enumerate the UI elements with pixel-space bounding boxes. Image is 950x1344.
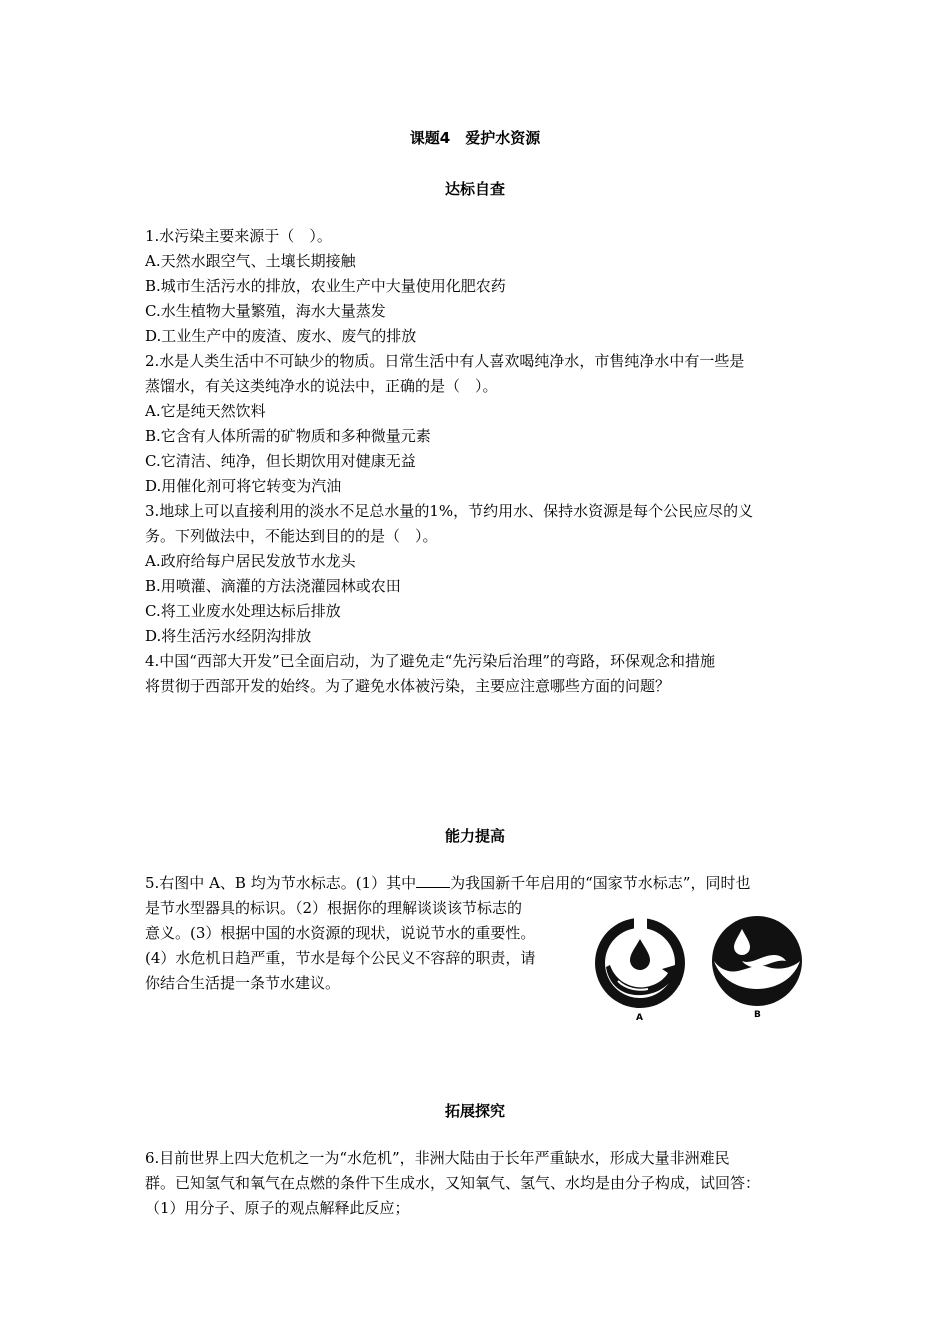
- question-3-option-a: A.政府给每户居民发放节水龙头: [145, 552, 356, 570]
- question-2-option-b: B.它含有人体所需的矿物质和多种微量元素: [145, 427, 431, 445]
- logo-a-label: A: [636, 1013, 643, 1023]
- questions-1-4: [145, 224, 809, 699]
- question-2-stem-line1: 2.水是人类生活中不可缺少的物质。日常生活中有人喜欢喝纯净水，市售纯净水中有一些是: [145, 352, 745, 370]
- water-saving-logo-a: [595, 916, 685, 1008]
- question-2-option-c: C.它清洁、纯净，但长期饮用对健康无益: [145, 452, 416, 470]
- question-1-option-b: B.城市生活污水的排放，农业生产中大量使用化肥农药: [145, 277, 506, 295]
- question-6-line2: 群。已知氢气和氧气在点燃的条件下生成水，又知氧气、氢气、水均是由分子构成，试回答：: [145, 1174, 761, 1192]
- question-5-body: [145, 896, 581, 996]
- page-title: 课题4 爱护水资源: [409, 129, 541, 147]
- question-1-stem: 1.水污染主要来源于（ ）。: [145, 227, 332, 245]
- question-1-option-d: D.工业生产中的废渣、废水、废气的排放: [145, 327, 417, 345]
- question-6: [145, 1146, 809, 1221]
- question-3-option-b: B.用喷灌、滴灌的方法浇灌园林或农田: [145, 577, 401, 595]
- question-3-option-d: D.将生活污水经阴沟排放: [145, 627, 312, 645]
- question-5-line2: 是节水型器具的标识。（2）根据你的理解谈谈该节标志的: [145, 899, 523, 917]
- question-6-line1: 6.目前世界上四大危机之一为“水危机”，非洲大陆由于长年严重缺水，形成大量非洲难民: [145, 1149, 730, 1167]
- question-6-line3: （1）用分子、原子的观点解释此反应；: [145, 1199, 410, 1217]
- question-5-first-line: [145, 871, 809, 896]
- answer-blank: [416, 873, 450, 888]
- water-saving-logo-b: [712, 916, 802, 1006]
- question-5-line5: 你结合生活提一条节水建议。: [145, 974, 341, 992]
- question-5-line4: (4）水危机日趋严重，节水是每个公民义不容辞的职责，请: [145, 949, 536, 967]
- question-4-line2: 将贯彻于西部开发的始终。为了避免水体被污染，主要应注意哪些方面的问题？: [145, 677, 671, 695]
- question-3-stem-line1: 3.地球上可以直接利用的淡水不足总水量的1%，节约用水、保持水资源是每个公民应尽的义: [145, 502, 754, 520]
- question-3-stem-line2: 务。下列做法中，不能达到目的的是（ ）。: [145, 527, 438, 545]
- water-saving-logos: [590, 905, 810, 1035]
- section-heading-extension: 拓展探究: [444, 1102, 505, 1120]
- question-2-option-d: D.用催化剂可将它转变为汽油: [145, 477, 342, 495]
- question-3-option-c: C.将工业废水处理达标后排放: [145, 602, 341, 620]
- question-5-line1-part2: 为我国新千年启用的“国家节水标志”，同时也: [450, 874, 751, 892]
- question-1-option-a: A.天然水跟空气、土壤长期接触: [145, 252, 356, 270]
- section-heading-ability: 能力提高: [444, 827, 505, 845]
- logo-b-label: B: [754, 1010, 761, 1020]
- question-1-option-c: C.水生植物大量繁殖，海水大量蒸发: [145, 302, 386, 320]
- question-4-line1: 4.中国“西部大开发”已全面启动，为了避免走“先污染后治理”的弯路，环保观念和措施: [145, 652, 715, 670]
- question-5-line3: 意义。(3）根据中国的水资源的现状，说说节水的重要性。: [145, 924, 536, 942]
- water-saving-logos-figure: [590, 905, 810, 1035]
- section-heading-self-check: 达标自查: [444, 180, 505, 198]
- question-2-option-a: A.它是纯天然饮料: [145, 402, 266, 420]
- question-5-line1-part1: 5.右图中 A、B 均为节水标志。(1）其中: [145, 874, 417, 892]
- question-2-stem-line2: 蒸馏水，有关这类纯净水的说法中，正确的是（ ）。: [145, 377, 498, 395]
